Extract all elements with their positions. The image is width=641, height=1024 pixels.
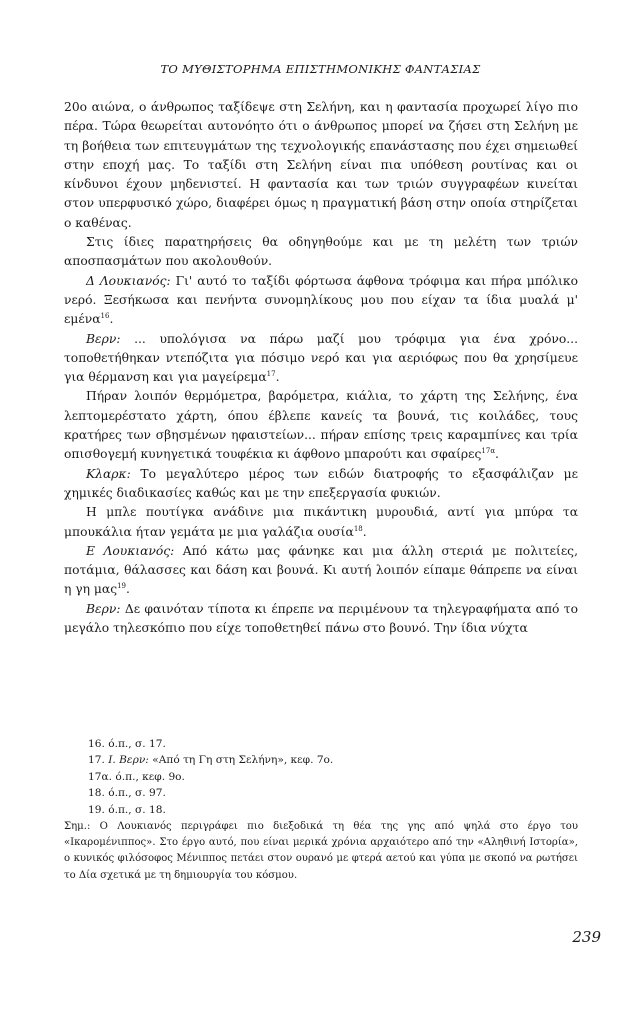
footnote-ref: 17α: [481, 447, 496, 456]
quote-text: Γι' αυτό το ταξίδι φόρτωσα άφθονα τρόφιμα και πήρα μπόλικο νερό. Ξεσήκωσα και πενήντα συνομηλίκους μου που είχαν τα ίδια μυαλά μ' εμένα: [64, 273, 578, 327]
quote-text: Από κάτω μας φάνηκε και μια άλλη στεριά με πολιτείες, ποτάμια, θάλασσες και δάση και βουνά. Κι αυτή λοιπόν είπαμε θάπρεπε να είναι η γη μας: [64, 543, 578, 597]
footnote-17: 17. Ι. Βερν: «Από τη Γη στη Σελήνη», κεφ. 7ο.: [88, 754, 334, 767]
quote-text: ... υπολόγισα να πάρω μαζί μου τρόφιμα για ένα χρόνο... τοποθετήθηκαν ντεπόζιτα για πόσιμο νερό και για αεριόφως που θα χρησίμευε για θέρμανση και για μαγείρεμα: [64, 331, 578, 385]
quote-text: Πήραν λοιπόν θερμόμετρα, βαρόμετρα, κιάλια, το χάρτη της Σελήνης, ένα λεπτομερέστατο χάρτη, όπου έβλεπε κανείς τα βουνά, τις κοιλάδες, τους κρατήρες των σβησμένων ηφαιστείων... πήραν επίσης τρεις καραμπίνες και τρία οπισθογεμή κυνηγετικά τουφέκια κι άφθονο μπαρούτι και σφαίρες: [64, 389, 578, 462]
speaker-label: Δ Λουκιανός:: [86, 273, 171, 288]
footnote-17a: 17α. ό.π., κεφ. 9ο.: [88, 770, 185, 783]
footnote-18: 18. ό.π., σ. 97.: [88, 787, 166, 800]
speaker-label: Βερν:: [86, 601, 121, 616]
page-number: 239: [572, 928, 601, 946]
quote-verne-1: Βερν: ... υπολόγισα να πάρω μαζί μου τρόφιμα για ένα χρόνο... τοποθετήθηκαν ντεπόζιτα για πόσιμο νερό και για αεριόφως που θα χρησίμευε για θέρμανση και για μαγείρεμα$^{17}$.: [64, 331, 578, 385]
running-head: ΤΟ ΜΥΘΙΣΤΟΡΗΜΑ ΕΠΙΣΤΗΜΟΝΙΚΗΣ ΦΑΝΤΑΣΙΑΣ: [160, 62, 481, 76]
footnotes: [64, 736, 578, 884]
quote-text: Δε φαινόταν τίποτα κι έπρεπε να περιμένουν τα τηλεγραφήματα από το μεγάλο τηλεσκόπιο που είχε τοποθετηθεί πάνω στο βουνό. Την ίδια νύχτα: [64, 601, 578, 636]
quote-clarke-1: [64, 465, 578, 504]
quote-lucian-2: Ε Λουκιανός: Από κάτω μας φάνηκε και μια άλλη στεριά με πολιτείες, ποτάμια, θάλασσες και δάση και βουνά. Κι αυτή λοιπόν είπαμε θάπρεπε να είναι η γη μας$^{19}$.: [64, 543, 578, 597]
footnote-16: 16. ό.π., σ. 17.: [88, 738, 166, 750]
footnote-ref: 17: [266, 370, 276, 379]
footnote-ref: 16: [100, 312, 110, 321]
speaker-label: Βερν:: [86, 331, 121, 346]
cited-author: Ι. Βερν:: [108, 754, 149, 767]
speaker-label: Ε Λουκιανός:: [86, 543, 175, 558]
quote-verne-2: Πήραν λοιπόν θερμόμετρα, βαρόμετρα, κιάλια, το χάρτη της Σελήνης, ένα λεπτομερέστατο χάρτη, όπου έβλεπε κανείς τα βουνά, τις κοιλάδες, τους κρατήρες των σβησμένων ηφαιστείων... πήραν επίσης τρεις καραμπίνες και τρία οπισθογεμή κυνηγετικά τουφέκια κι άφθονο μπαρούτι και σφαίρες$^{17\alpha}$.: [64, 389, 578, 462]
footnote-19: 19. ό.π., σ. 18.: [88, 803, 166, 816]
main-text: [64, 98, 578, 638]
footnote-ref: 19: [117, 582, 127, 591]
paragraph-2: Στις ίδιες παρατηρήσεις θα οδηγηθούμε και με τη μελέτη των τριών αποσπασμάτων που ακολουθούν.: [64, 235, 578, 269]
paragraph-1: 20ο αιώνα, ο άνθρωπος ταξίδεψε στη Σελήνη, και η φαντασία προχωρεί λίγο πιο πέρα. Τώρα θεωρείται αυτονόητο ότι ο άνθρωπος μπορεί να ζήσει στη Σελήνη με τη βοήθεια των επιτευγμάτων της τεχνολογικής επανάστασης που έχει σημειωθεί στην εποχή μας. Το ταξίδι στη Σελήνη είναι πια υπόθεση ρουτίνας και οι κίνδυνοι έχουν μηδενιστεί. Η φαντασία και των τριών συγγραφέων κινείται στον υπερφυσικό χώρο, διαφέρει όμως η πραγματική βάση στην οποία στηρίζεται ο καθένας.: [64, 100, 578, 230]
quote-text: Το μεγαλύτερο μέρος των ειδών διατροφής το εξασφάλιζαν με χημικές διαδικασίες καθώς και με την επεξεργασία φυκιών.: [64, 466, 578, 500]
quote-lucian-1: Δ Λουκιανός: Γι' αυτό το ταξίδι φόρτωσα άφθονα τρόφιμα και πήρα μπόλικο νερό. Ξεσήκωσα και πενήντα συνομηλίκους μου που είχαν τα ίδια μυαλά μ' εμένα$^{16}$.: [64, 273, 578, 327]
quote-clarke-2: Η μπλε πουτίγκα ανάδινε μια πικάντικη μυρουδιά, αντί για μπύρα τα μπουκάλια ήταν γεμάτα με μια γαλάζια ουσία$^{18}$.: [64, 505, 578, 539]
quote-text: Η μπλε πουτίγκα ανάδινε μια πικάντικη μυρουδιά, αντί για μπύρα τα μπουκάλια ήταν γεμάτα με μια γαλάζια ουσία: [64, 505, 578, 539]
quote-verne-3: [64, 600, 578, 639]
footnote-ref: 18: [353, 524, 363, 533]
footnote-remark: Σημ.: Ο Λουκιανός περιγράφει πιο διεξοδικά τη θέα της γης από ψηλά στο έργο του «Ικαρομένιππος». Στο έργο αυτό, που είναι μερικά χρόνια αρχαιότερο από την «Αληθινή Ιστορία», ο κυνικός φιλόσοφος Μένιππος πετάει στον ουρανό με φτερά αετού και γύπα με σκοπό να ρωτήσει το Δία σχετικά με τη δημιουργία του κόσμου.: [64, 821, 578, 881]
speaker-label: Κλαρκ:: [86, 466, 131, 481]
